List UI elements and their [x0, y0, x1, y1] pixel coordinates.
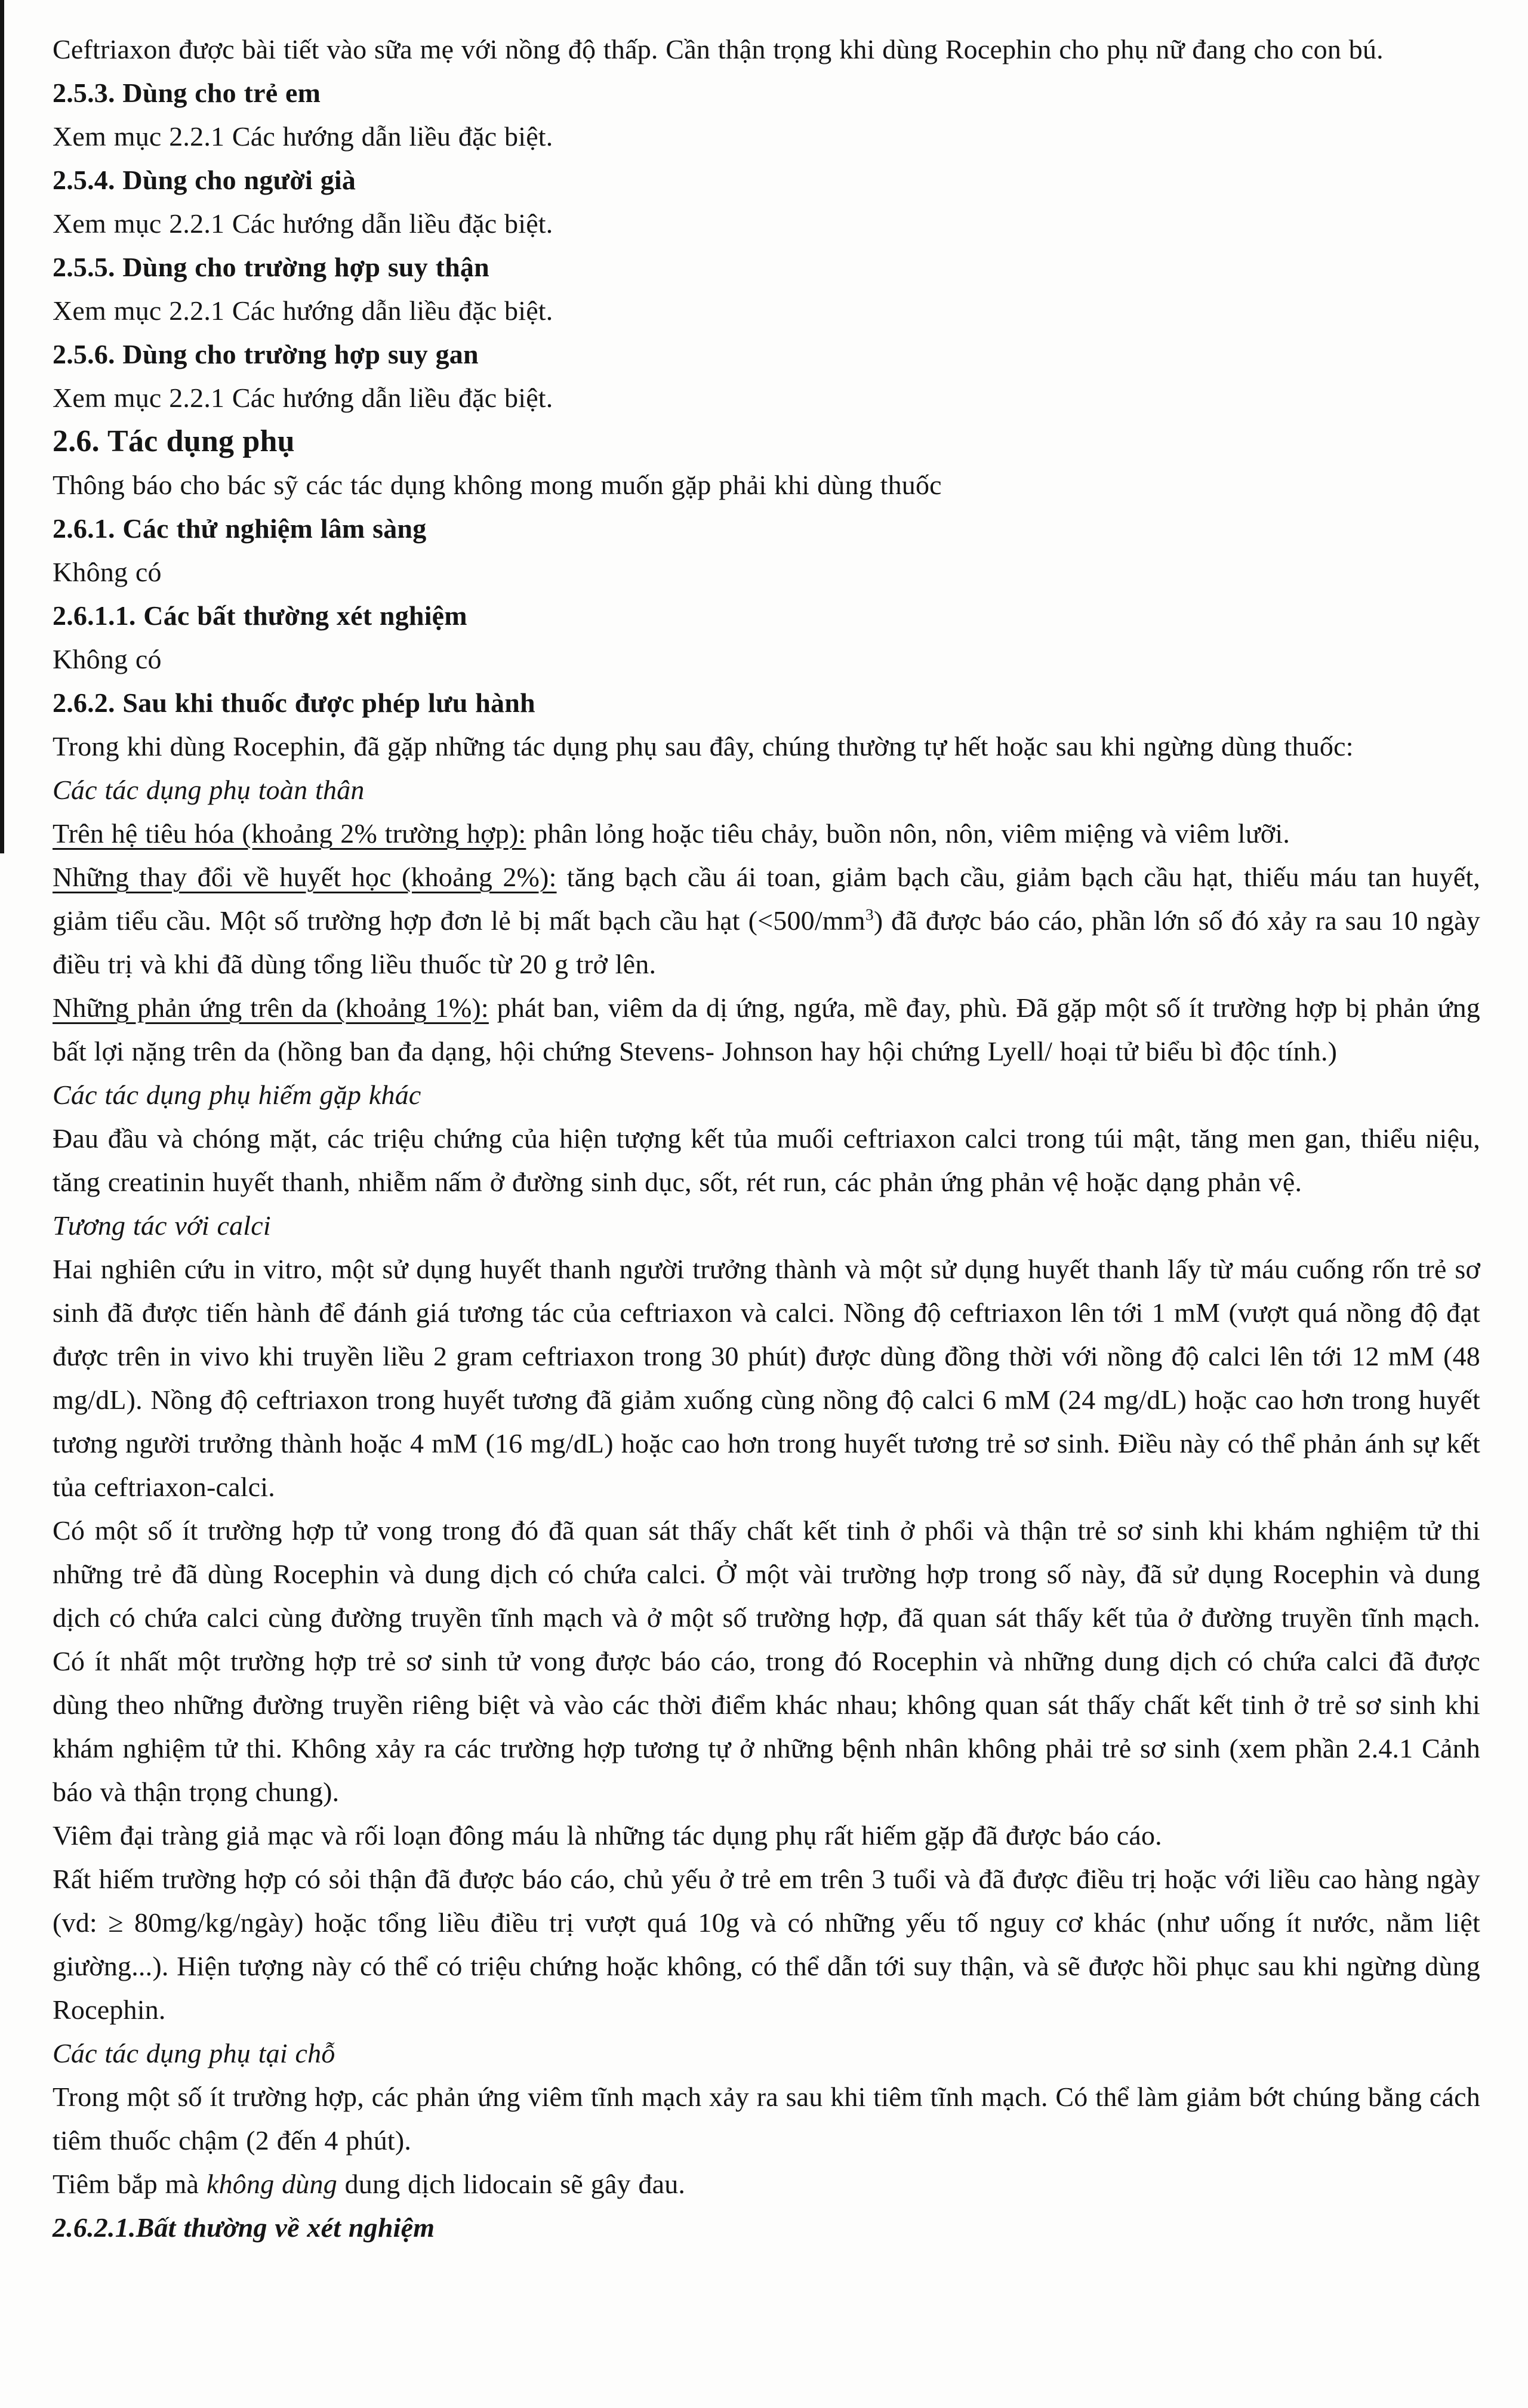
paragraph: Hai nghiên cứu in vitro, một sử dụng huyết thanh người trưởng thành và một sử dụng huyết thanh lấy từ máu cuống rốn trẻ sơ sinh đã được tiến hành để đánh giá tương tác của ceftriaxon và calci. Nồng độ ceftriaxon lên tới 1 mM (vượt quá nồng độ đạt được trên in vivo khi truyền liều 2 gram ceftriaxon trong 30 phút) được dùng đồng thời với nồng độ calci lên tới 12 mM (48 mg/dL). Nồng độ ceftriaxon trong huyết tương đã giảm xuống cùng nồng độ calci 6 mM (24 mg/dL) hoặc cao hơn trong huyết tương người trưởng thành hoặc 4 mM (16 mg/dL) hoặc cao hơn trong huyết tương trẻ sơ sinh. Điều này có thể phản ánh sự kết tủa ceftriaxon-calci.: [53, 1254, 1480, 1502]
paragraph: Các tác dụng phụ hiếm gặp khác: [53, 1080, 421, 1110]
heading: 2.6.1.1. Các bất thường xét nghiệm: [53, 600, 467, 631]
paragraph: Không có: [53, 644, 162, 674]
scan-edge-artifact: [0, 0, 4, 853]
paragraph: Tương tác với calci: [53, 1210, 271, 1241]
heading: 2.5.3. Dùng cho trẻ em: [53, 78, 321, 108]
paragraph: Rất hiếm trường hợp có sỏi thận đã được báo cáo, chủ yếu ở trẻ em trên 3 tuổi và đã được điều trị hoặc với liều cao hàng ngày (vd: ≥ 80mg/kg/ngày) hoặc tổng liều điều trị vượt quá 10g và có những yếu tố nguy cơ khác (như uống ít nước, nằm liệt giường...). Hiện tượng này có thể có triệu chứng hoặc không, có thể dẫn tới suy thận, và sẽ được hồi phục sau khi ngừng dùng Rocephin.: [53, 1864, 1480, 2025]
paragraph: Những phản ứng trên da (khoảng 1%): phát ban, viêm da dị ứng, ngứa, mề đay, phù. Đã gặp một số ít trường hợp bị phản ứng bất lợi nặng trên da (hồng ban đa dạng, hội chứng Stevens- Johnson hay hội chứng Lyell/ hoại tử biểu bì độc tính.): [53, 992, 1480, 1066]
paragraph: Viêm đại tràng giả mạc và rối loạn đông máu là những tác dụng phụ rất hiếm gặp đã được báo cáo.: [53, 1820, 1162, 1851]
paragraph: Xem mục 2.2.1 Các hướng dẫn liều đặc biệt.: [53, 208, 553, 239]
heading: 2.6.2.1.Bất thường về xét nghiệm: [53, 2212, 435, 2243]
paragraph: Trên hệ tiêu hóa (khoảng 2% trường hợp): phân lỏng hoặc tiêu chảy, buồn nôn, nôn, viêm miệng và viêm lưỡi.: [53, 818, 1290, 849]
paragraph: Xem mục 2.2.1 Các hướng dẫn liều đặc biệt.: [53, 295, 553, 326]
paragraph: Xem mục 2.2.1 Các hướng dẫn liều đặc biệt.: [53, 383, 553, 413]
paragraph: Có một số ít trường hợp tử vong trong đó đã quan sát thấy chất kết tinh ở phổi và thận trẻ sơ sinh khi khám nghiệm tử thi những trẻ đã dùng Rocephin và dung dịch có chứa calci. Ở một vài trường hợp trong số này, đã sử dụng Rocephin và dung dịch có chứa calci cùng đường truyền tĩnh mạch và ở một số trường hợp, đã quan sát thấy kết tủa ở đường truyền tĩnh mạch. Có ít nhất một trường hợp trẻ sơ sinh tử vong được báo cáo, trong đó Rocephin và những dung dịch có chứa calci đã được dùng theo những đường truyền riêng biệt và vào các thời điểm khác nhau; không quan sát thấy chất kết tinh ở trẻ sơ sinh khi khám nghiệm tử thi. Không xảy ra các trường hợp tương tự ở những bệnh nhân không phải trẻ sơ sinh (xem phần 2.4.1 Cảnh báo và thận trọng chung).: [53, 1515, 1480, 1807]
paragraph: Thông báo cho bác sỹ các tác dụng không mong muốn gặp phải khi dùng thuốc: [53, 470, 942, 500]
paragraph: Các tác dụng phụ tại chỗ: [53, 2038, 335, 2068]
document-body: [53, 27, 1480, 2249]
heading: 2.6. Tác dụng phụ: [53, 424, 295, 458]
paragraph: Những thay đổi về huyết học (khoảng 2%): tăng bạch cầu ái toan, giảm bạch cầu, giảm bạch cầu hạt, thiếu máu tan huyết, giảm tiểu cầu. Một số trường hợp đơn lẻ bị mất bạch cầu hạt $(<500/mm^3)$ đã được báo cáo, phần lớn số đó xảy ra sau 10 ngày điều trị và khi đã dùng tổng liều thuốc từ 20 g trở lên.: [53, 862, 1480, 979]
heading: 2.6.2. Sau khi thuốc được phép lưu hành: [53, 687, 535, 718]
paragraph: Trong khi dùng Rocephin, đã gặp những tác dụng phụ sau đây, chúng thường tự hết hoặc sau khi ngừng dùng thuốc:: [53, 731, 1354, 761]
paragraph: Đau đầu và chóng mặt, các triệu chứng của hiện tượng kết tủa muối ceftriaxon calci trong túi mật, tăng men gan, thiểu niệu, tăng creatinin huyết thanh, nhiễm nấm ở đường sinh dục, sốt, rét run, các phản ứng phản vệ hoặc dạng phản vệ.: [53, 1123, 1480, 1197]
heading: 2.5.6. Dùng cho trường hợp suy gan: [53, 339, 479, 369]
heading: 2.5.4. Dùng cho người già: [53, 165, 356, 195]
paragraph: Xem mục 2.2.1 Các hướng dẫn liều đặc biệt.: [53, 121, 553, 152]
paragraph: Tiêm bắp mà không dùng dung dịch lidocain sẽ gây đau.: [53, 2169, 686, 2199]
paragraph: Các tác dụng phụ toàn thân: [53, 775, 365, 805]
heading: 2.5.5. Dùng cho trường hợp suy thận: [53, 252, 489, 282]
paragraph: Trong một số ít trường hợp, các phản ứng viêm tĩnh mạch xảy ra sau khi tiêm tĩnh mạch. Có thể làm giảm bớt chúng bằng cách tiêm thuốc chậm (2 đến 4 phút).: [53, 2082, 1480, 2156]
heading: 2.6.1. Các thử nghiệm lâm sàng: [53, 513, 427, 544]
paragraph: Ceftriaxon được bài tiết vào sữa mẹ với nồng độ thấp. Cần thận trọng khi dùng Rocephin cho phụ nữ đang cho con bú.: [53, 34, 1384, 64]
paragraph: Không có: [53, 557, 162, 587]
